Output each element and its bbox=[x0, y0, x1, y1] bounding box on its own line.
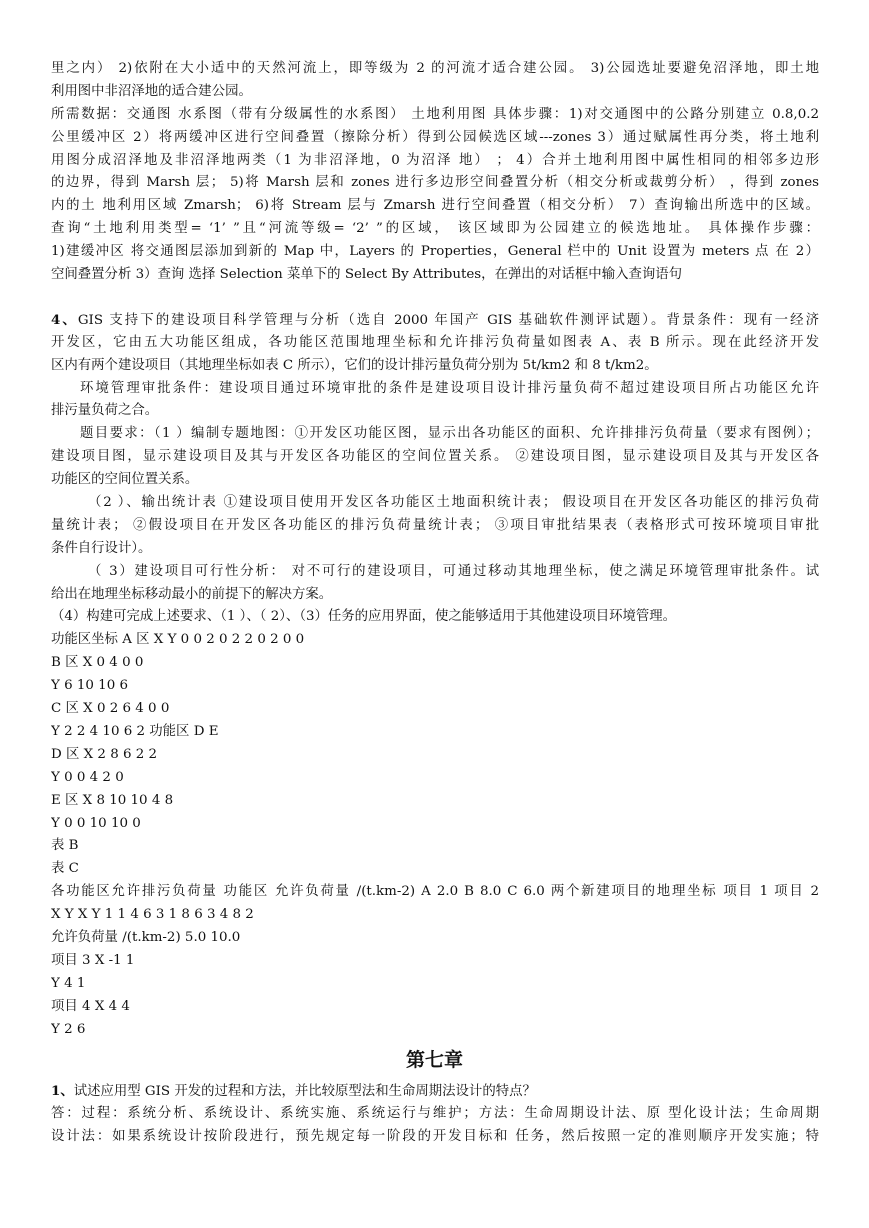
data-line: 项目 4 X 4 4 bbox=[51, 998, 130, 1014]
text-line: 开发区，它由五大功能区组成，各功能区范围地理坐标和允许排污负荷量如图表 A、表 B 所示。现在此经济开发 bbox=[51, 334, 819, 350]
answer-line: 答：过程：系统分析、系统设计、系统实施、系统运行与维护；方法：生命周期设计法、原 型化设计法；生命周期 bbox=[51, 1105, 819, 1121]
text-line: （2 ）、输出统计表 ①建设项目使用开发区各功能区土地面积统计表； 假设项目在开发区各功能区的排污负荷 bbox=[88, 495, 819, 511]
data-line: 项目 3 X -1 1 bbox=[51, 952, 135, 968]
text-line: 查询“土地利用类型= ‘1’ ”且“河流等级= ‘2’ ”的区域， 该区域即为公园建立的候选地址。 具体操作步骤： bbox=[51, 221, 819, 237]
text-line: 功能区的空间位置关系。 bbox=[51, 472, 199, 488]
document-body bbox=[51, 58, 819, 1041]
data-line: 各功能区允许排污负荷量 功能区 允许负荷量 /(t.km-2) A 2.0 B 8.0 C 6.0 两个新建项目的地理坐标 项目 1 项目 2 bbox=[51, 884, 819, 900]
paragraph-park-site bbox=[51, 58, 819, 287]
question-number: 1、 bbox=[51, 1083, 74, 1099]
text-line: 所需数据：交通图 水系图（带有分级属性的水系图） 土地利用图 具体步骤：1)对交通图中的公路分别建立 0.8,0.2 bbox=[51, 106, 819, 122]
data-line: Y 2 2 4 10 6 2 功能区 D E bbox=[51, 723, 219, 739]
data-line: Y 2 6 bbox=[51, 1021, 86, 1037]
data-line: E 区 X 8 10 10 4 8 bbox=[51, 792, 174, 808]
text-line: 题目要求：（1 ）编制专题地图：①开发区功能区图，显示出各功能区的面积、允许排排污负荷量（要求有图例）； bbox=[80, 426, 819, 442]
data-line: X Y X Y 1 1 4 6 3 1 8 6 3 4 8 2 bbox=[51, 907, 254, 923]
text-line: 量统计表； ②假设项目在开发区各功能区的排污负荷量统计表； ③项目审批结果表（表格形式可按环境项目审批 bbox=[51, 517, 819, 533]
question-1: 1、试述应用型 GIS 开发的过程和方法，并比较原型法和生命周期法设计的特点？ bbox=[51, 1083, 536, 1099]
question-4 bbox=[51, 309, 819, 629]
text-line: 条件自行设计）。 bbox=[51, 540, 152, 556]
text-line: 内的土 地利用区域 Zmarsh； 6)将 Stream 层与 Zmarsh 进行空间叠置（相交分析） 7）查询输出所选中的区域。 bbox=[51, 198, 819, 214]
chapter-7-content bbox=[51, 1080, 819, 1149]
question-number: 4、 bbox=[51, 311, 78, 328]
data-line: 允许负荷量 /(t.km-2) 5.0 10.0 bbox=[51, 929, 241, 945]
text-line: 公里缓冲区 2）将两缓冲区进行空间叠置（擦除分析）得到公园候选区域---zones 3）通过赋属性再分类，将土地利 bbox=[51, 129, 819, 145]
text-line: 1)建缓冲区 将交通图层添加到新的 Map 中，Layers 的 Properties，General 栏中的 Unit 设置为 meters 点 在 2） bbox=[51, 244, 819, 260]
text-line: （ 3）建设项目可行性分析： 对不可行的建设项目，可通过移动其地理坐标，使之满足环境管理审批条件。试 bbox=[88, 563, 819, 579]
data-line: C 区 X 0 2 6 4 0 0 bbox=[51, 701, 170, 717]
text-line: 的边界，得到 Marsh 层； 5)将 Marsh 层和 zones 进行多边形空间叠置分析（相交分析或裁剪分析） ，得到 zones bbox=[51, 175, 819, 191]
data-line: D 区 X 2 8 6 2 2 bbox=[51, 746, 158, 762]
text-line: （4）构建可完成上述要求、（1 ）、（ 2）、（3）任务的应用界面，使之能够适用于其他建设项目环境管理。 bbox=[51, 609, 677, 625]
data-line: B 区 X 0 4 0 0 bbox=[51, 655, 144, 671]
coordinate-data bbox=[51, 629, 819, 1041]
data-line: 功能区坐标 A 区 X Y 0 0 2 0 2 2 0 2 0 0 bbox=[51, 632, 305, 648]
text-line: 空间叠置分析 3）查询 选择 Selection 菜单下的 Select By Attributes，在弹出的对话框中输入查询语句 bbox=[51, 267, 683, 283]
data-line: Y 4 1 bbox=[51, 975, 86, 991]
text-line: 里之内） 2)依附在大小适中的天然河流上，即等级为 2 的河流才适合建公园。 3)公园选址要避免沼泽地，即土地 bbox=[51, 61, 819, 76]
data-line: Y 6 10 10 6 bbox=[51, 678, 128, 694]
data-line: Y 0 0 10 10 0 bbox=[51, 815, 141, 831]
text-line: 环境管理审批条件：建设项目通过环境审批的条件是建设项目设计排污量负荷不超过建设项目所占功能区允许 bbox=[80, 380, 819, 396]
text-line: 排污量负荷之合。 bbox=[51, 403, 159, 419]
text-line: 给出在地理坐标移动最小的前提下的解决方案。 bbox=[51, 586, 333, 602]
answer-line: 设计法：如果系统设计按阶段进行，预先规定每一阶段的开发目标和 任务，然后按照一定的准则顺序开发实施；特 bbox=[51, 1128, 819, 1144]
text-line: 4、GIS 支持下的建设项目科学管理与分析（选自 2000 年国产 GIS 基础软件测评试题）。背景条件：现有一经济 bbox=[51, 311, 819, 328]
text-line: 区内有两个建设项目（其地理坐标如表 C 所示），它们的设计排污量负荷分别为 5t/km2 和 8 t/km2。 bbox=[51, 357, 658, 373]
chapter-title: 第七章 bbox=[405, 1049, 463, 1071]
data-line: 表 C bbox=[51, 861, 79, 877]
text-line: 利用图中非沼泽地的适合建公园。 bbox=[51, 83, 252, 99]
data-line: 表 B bbox=[51, 838, 79, 854]
data-line: Y 0 0 4 2 0 bbox=[51, 769, 124, 785]
text-line: 建设项目图，显示建设项目及其与开发区各功能区的空间位置关系。 ②建设项目图，显示建设项目及其与开发区各 bbox=[51, 449, 819, 465]
text-line: 用图分成沼泽地及非沼泽地两类（1 为非沼泽地，0 为沼泽 地） ； 4）合并土地利用图中属性相同的相邻多边形 bbox=[51, 152, 819, 168]
